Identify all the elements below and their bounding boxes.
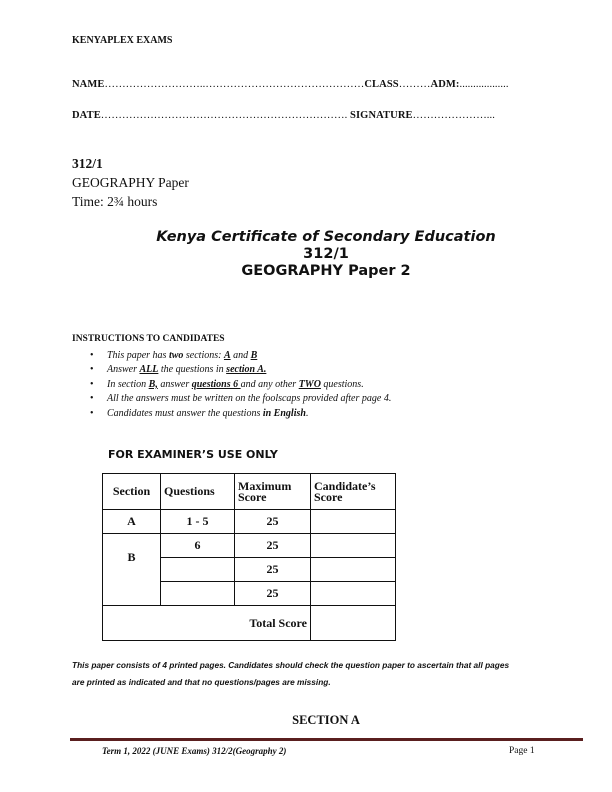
footer-divider — [70, 738, 583, 741]
questions-cell: 6 — [161, 534, 235, 558]
header-candidate-score: Candidate’s Score — [311, 474, 396, 510]
instruction-item: • In section B, answer questions 6 and any other TWO questions. — [90, 378, 391, 392]
pages-notice: This paper consists of 4 printed pages. Candidates should check the question paper to ascertain that all pages are printed as indicated and that no questions/pages are missing. — [72, 660, 510, 687]
instructions-heading: INSTRUCTIONS TO CANDIDATES — [72, 334, 225, 344]
exam-title-code: 312/1 — [303, 246, 349, 262]
page-number: Page 1 — [509, 746, 535, 756]
total-score-label: Total Score — [103, 606, 311, 641]
exam-title — [0, 229, 612, 280]
table-row — [103, 510, 396, 534]
section-a-heading: SECTION A — [292, 713, 360, 727]
exam-title-kcse: Kenya Certificate of Secondary Education — [156, 229, 496, 245]
max-score-cell: 25 — [235, 582, 311, 606]
class-field[interactable]: ……… — [398, 79, 431, 90]
paper-code: 312/1 — [72, 156, 103, 171]
questions-cell — [161, 582, 235, 606]
name-field[interactable]: ………………………..……………………………………… — [104, 79, 365, 90]
header-section: Section — [103, 474, 161, 510]
organization-name: KENYAPLEX EXAMS — [72, 35, 173, 46]
table-row — [103, 534, 396, 558]
paper-info — [72, 154, 189, 211]
adm-field[interactable]: .................. — [459, 79, 509, 90]
total-score-cell[interactable] — [311, 606, 396, 641]
questions-cell: 1 - 5 — [161, 510, 235, 534]
section-cell: A — [103, 510, 161, 534]
examiner-use-heading: FOR EXAMINER’S USE ONLY — [108, 448, 278, 461]
adm-label: ADM: — [430, 79, 460, 90]
instruction-item: • Answer ALL the questions in section A. — [90, 363, 391, 377]
signature-field[interactable]: …………………... — [412, 110, 495, 121]
max-score-cell: 25 — [235, 558, 311, 582]
exam-title-paper: GEOGRAPHY Paper 2 — [241, 263, 411, 279]
name-class-adm-line — [72, 79, 509, 90]
header-maximum-score: Maximum Score — [235, 474, 311, 510]
date-field[interactable]: ……………………………………………………………. — [100, 110, 348, 121]
max-score-cell: 25 — [235, 510, 311, 534]
paper-subject: GEOGRAPHY Paper — [72, 175, 189, 190]
table-header-row — [103, 474, 396, 510]
total-row — [103, 606, 396, 641]
header-questions: Questions — [161, 474, 235, 510]
instructions-list — [90, 349, 391, 421]
section-cell: B — [103, 534, 161, 606]
class-label: CLASS — [364, 79, 399, 90]
name-label: NAME — [72, 79, 105, 90]
footer-exam-info: Term 1, 2022 (JUNE Exams) 312/2(Geography 2) — [102, 746, 287, 756]
signature-label: SIGNATURE — [347, 110, 413, 121]
max-score-cell: 25 — [235, 534, 311, 558]
candidate-score-cell[interactable] — [311, 582, 396, 606]
questions-cell — [161, 558, 235, 582]
paper-time: Time: 2¾ hours — [72, 194, 158, 209]
instruction-item: • This paper has two sections: A and B — [90, 349, 391, 363]
instruction-item: • All the answers must be written on the foolscaps provided after page 4. — [90, 392, 391, 406]
examiner-score-table — [102, 473, 396, 641]
date-label: DATE — [72, 110, 101, 121]
candidate-score-cell[interactable] — [311, 510, 396, 534]
candidate-score-cell[interactable] — [311, 534, 396, 558]
candidate-score-cell[interactable] — [311, 558, 396, 582]
date-signature-line — [72, 110, 495, 121]
instruction-item: • Candidates must answer the questions in English. — [90, 407, 391, 421]
